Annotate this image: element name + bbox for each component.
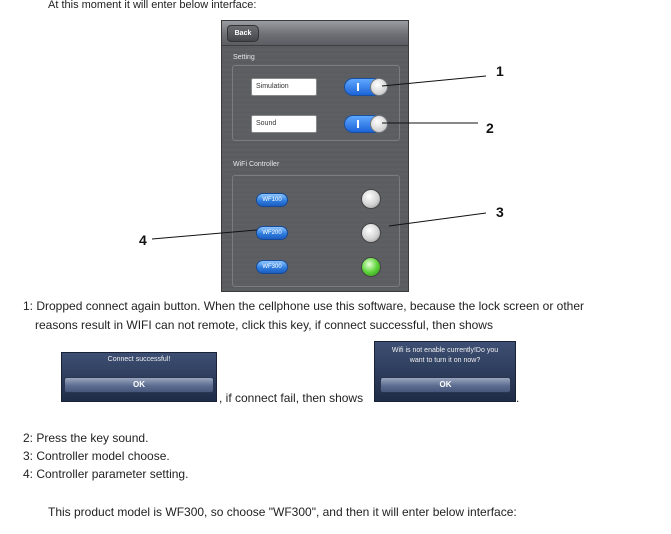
description-2: 2: Press the key sound.	[23, 431, 149, 445]
closing-text: This product model is WF300, so choose "WF300", and then it will enter below interface:	[48, 505, 517, 519]
popup-fail-message-line-2: want to turn it on now?	[409, 357, 481, 364]
popup-success-message: Connect successful!	[107, 356, 171, 363]
wf300-button[interactable]: WF300	[256, 260, 288, 274]
wf200-button[interactable]: WF200	[256, 226, 288, 240]
description-1-line-2: reasons result in WIFI can not remote, click this key, if connect successful, then shows	[35, 318, 493, 332]
wf100-button[interactable]: WF100	[256, 193, 288, 207]
back-button[interactable]: Back	[227, 25, 259, 42]
trailing-period: .	[516, 391, 520, 405]
callout-number-4: 4	[139, 232, 147, 248]
connect-fail-text: , if connect fail, then shows	[219, 391, 364, 405]
description-3: 3: Controller model choose.	[23, 449, 170, 463]
callout-number-1: 1	[496, 63, 504, 79]
popup-fail-ok-button[interactable]: OK	[380, 377, 511, 393]
callout-line-1	[382, 76, 486, 86]
popup-success-ok-button[interactable]: OK	[64, 377, 214, 393]
setting-section-label: Setting	[233, 54, 255, 61]
sound-field: Sound	[251, 115, 317, 133]
intro-text: At this moment it will enter below interface:	[48, 0, 257, 11]
popup-fail-message-line-1: Wifi is not enable currently!Do you	[391, 347, 499, 354]
wifi-not-enabled-popup	[374, 341, 516, 402]
description-1-line-1: 1: Dropped connect again button. When the cellphone use this software, because the lock screen or other	[23, 299, 585, 313]
wifi-controller-section-label: WiFi Controller	[233, 161, 280, 168]
simulation-field: Simulation	[251, 78, 317, 96]
description-4: 4: Controller parameter setting.	[23, 467, 189, 481]
callout-line-3	[389, 213, 486, 226]
callout-number-3: 3	[496, 204, 504, 220]
connect-successful-popup	[61, 352, 217, 402]
callout-number-2: 2	[486, 120, 494, 136]
callout-line-4	[152, 230, 257, 239]
